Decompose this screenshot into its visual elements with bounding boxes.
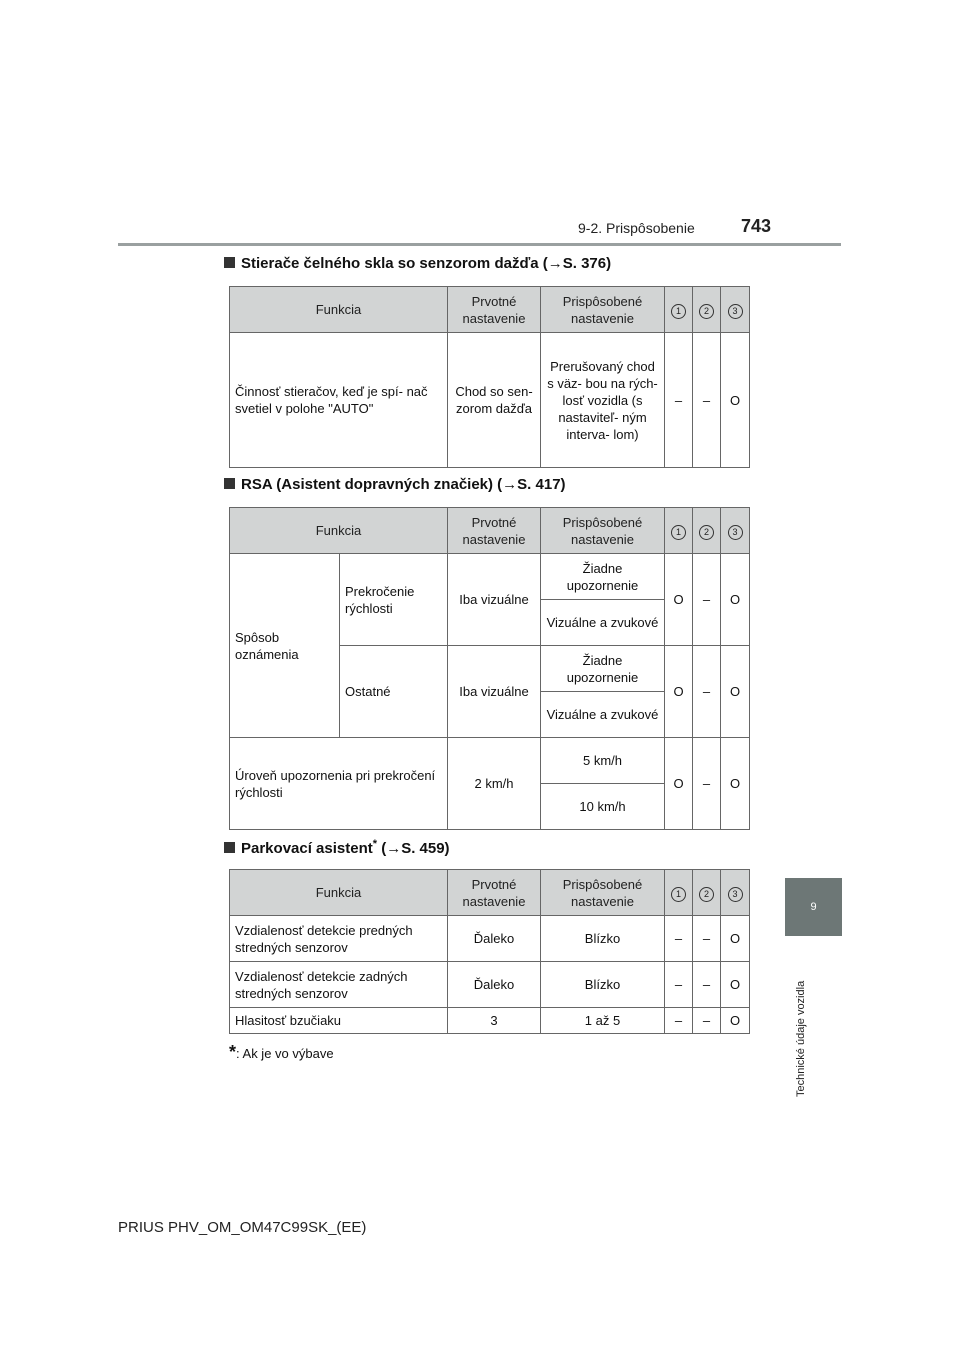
table-row: [230, 333, 750, 468]
cell-v2: –: [693, 1008, 721, 1034]
col-funkcia: Funkcia: [230, 287, 448, 333]
table-row: [230, 554, 750, 600]
table-row: [230, 916, 750, 962]
section-title: RSA (Asistent dopravných značiek) (→S. 417): [241, 476, 566, 493]
col-2: [693, 287, 721, 333]
circled-number-1-icon: 1: [671, 887, 686, 902]
footnote-text: : Ak je vo výbave: [236, 1046, 334, 1061]
col-1: [665, 287, 693, 333]
table-row: [230, 962, 750, 1008]
cell-v3: O: [721, 962, 750, 1008]
cell-prisposobene: Blízko: [541, 916, 665, 962]
col-prisposobene: Prispôsobené nastavenie: [541, 870, 665, 916]
table-header-row: [230, 287, 750, 333]
cell-v1: –: [665, 962, 693, 1008]
cell-prisposobene: 1 až 5: [541, 1008, 665, 1034]
cell-funkcia: Vzdialenosť detekcie zadných stredných senzorov: [230, 962, 448, 1008]
footnote: [229, 1042, 334, 1063]
col-prisposobene: Prispôsobené nastavenie: [541, 287, 665, 333]
square-bullet-icon: [224, 478, 235, 489]
cell-v3: O: [721, 916, 750, 962]
cell-v1: –: [665, 333, 693, 468]
cell-option: Žiadne upozornenie: [541, 554, 665, 600]
chapter-title-vertical: [795, 942, 815, 1102]
cell-v1: –: [665, 1008, 693, 1034]
page-number: 743: [741, 216, 772, 236]
cell-v3: O: [721, 554, 750, 646]
circled-number-3-icon: 3: [728, 525, 743, 540]
cell-v2: –: [693, 333, 721, 468]
col-1: [665, 508, 693, 554]
cell-prisposobene: Prerušovaný chod s väz- bou na rých- losť vozidla (s nastaviteľ- ným interva- lom): [541, 333, 665, 468]
square-bullet-icon: [224, 257, 235, 268]
cell-v3: O: [721, 646, 750, 738]
header-rule: [118, 243, 841, 246]
col-prvotne: Prvotné nastavenie: [448, 508, 541, 554]
cell-v3: O: [721, 333, 750, 468]
col-prisposobene: Prispôsobené nastavenie: [541, 508, 665, 554]
square-bullet-icon: [224, 842, 235, 853]
col-prvotne: Prvotné nastavenie: [448, 287, 541, 333]
section-heading-wipers: [224, 255, 611, 272]
footnote-asterisk: *: [229, 1042, 237, 1062]
cell-v1: O: [665, 738, 693, 830]
col-funkcia: Funkcia: [230, 508, 448, 554]
footer-document-code: PRIUS PHV_OM_OM47C99SK_(EE): [118, 1219, 367, 1236]
col-prvotne: Prvotné nastavenie: [448, 870, 541, 916]
table-row: [230, 1008, 750, 1034]
cell-v2: –: [693, 554, 721, 646]
cell-funkcia: Úroveň upozornenia pri prekročení rýchlosti: [230, 738, 448, 830]
col-funkcia: Funkcia: [230, 870, 448, 916]
cell-sub-label: Ostatné: [340, 646, 448, 738]
cell-group: Spôsob oznámenia: [230, 554, 340, 738]
section-heading-rsa: [224, 476, 566, 493]
cell-option: 10 km/h: [541, 784, 665, 830]
circled-number-1-icon: 1: [671, 525, 686, 540]
cell-prvotne: Ďaleko: [448, 916, 541, 962]
cell-v1: –: [665, 916, 693, 962]
cell-option: Vizuálne a zvukové: [541, 600, 665, 646]
cell-prvotne: 2 km/h: [448, 738, 541, 830]
col-3: [721, 508, 750, 554]
cell-v1: O: [665, 554, 693, 646]
circled-number-1-icon: 1: [671, 304, 686, 319]
cell-funkcia: Hlasitosť bzučiaku: [230, 1008, 448, 1034]
cell-option: Žiadne upozornenie: [541, 646, 665, 692]
cell-v2: –: [693, 738, 721, 830]
col-2: [693, 870, 721, 916]
cell-v1: O: [665, 646, 693, 738]
cell-option: 5 km/h: [541, 738, 665, 784]
cell-sub-label: Prekročenie rýchlosti: [340, 554, 448, 646]
section-title: Parkovací asistent: [241, 840, 373, 857]
table-header-row: [230, 508, 750, 554]
chapter-title: Technické údaje vozidla: [795, 980, 807, 1097]
circled-number-2-icon: 2: [699, 887, 714, 902]
asterisk-mark: *: [372, 838, 378, 850]
table-wipers: [229, 286, 750, 468]
circled-number-3-icon: 3: [728, 887, 743, 902]
section-reference: (→S. 459): [377, 840, 450, 857]
col-1: [665, 870, 693, 916]
chapter-tab: 9: [785, 878, 842, 936]
circled-number-2-icon: 2: [699, 304, 714, 319]
cell-v3: O: [721, 1008, 750, 1034]
circled-number-2-icon: 2: [699, 525, 714, 540]
cell-funkcia: Vzdialenosť detekcie predných stredných senzorov: [230, 916, 448, 962]
table-rsa: [229, 507, 750, 830]
cell-v2: –: [693, 962, 721, 1008]
cell-prvotne: Ďaleko: [448, 962, 541, 1008]
cell-v2: –: [693, 916, 721, 962]
cell-prvotne: Chod so sen- zorom dažďa: [448, 333, 541, 468]
cell-v2: –: [693, 646, 721, 738]
table-header-row: [230, 870, 750, 916]
table-parking: [229, 869, 750, 1034]
cell-v3: O: [721, 738, 750, 830]
col-2: [693, 508, 721, 554]
col-3: [721, 870, 750, 916]
section-heading-parking: [224, 838, 450, 857]
cell-prvotne: Iba vizuálne: [448, 554, 541, 646]
table-row: [230, 738, 750, 784]
cell-prvotne: Iba vizuálne: [448, 646, 541, 738]
running-header-section: 9-2. Prispôsobenie: [578, 220, 695, 236]
circled-number-3-icon: 3: [728, 304, 743, 319]
cell-prvotne: 3: [448, 1008, 541, 1034]
col-3: [721, 287, 750, 333]
cell-prisposobene: Blízko: [541, 962, 665, 1008]
section-title: Stierače čelného skla so senzorom dažďa (→S. 376): [241, 255, 612, 272]
cell-funkcia: Činnosť stieračov, keď je spí- nač svetiel v polohe "AUTO": [230, 333, 448, 468]
cell-option: Vizuálne a zvukové: [541, 692, 665, 738]
